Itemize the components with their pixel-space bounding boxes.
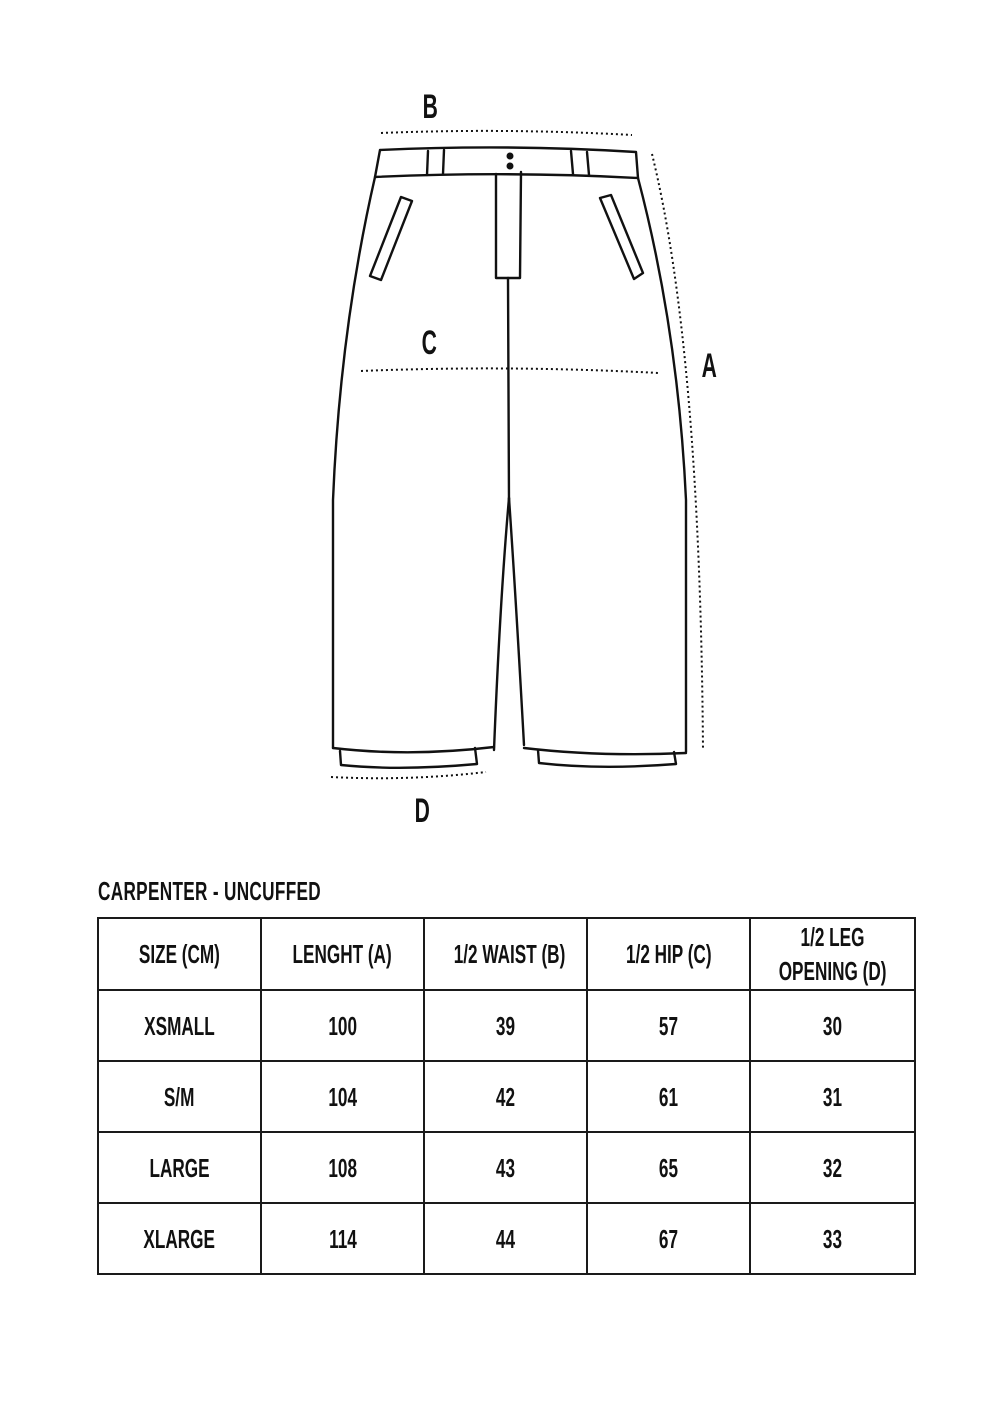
waist-measure-line [381, 131, 632, 135]
cell-waist: 42 [424, 1061, 587, 1132]
hip-measure-line [361, 368, 659, 373]
header-length: LENGHT (A) [261, 918, 424, 990]
leg-opening-measure-line [331, 772, 486, 778]
cell-size: S/M [98, 1061, 261, 1132]
fly [496, 172, 521, 278]
cell-leg-opening: 32 [750, 1132, 915, 1203]
header-leg-opening: 1/2 LEG OPENING (D) [750, 918, 915, 990]
table-row [98, 1132, 915, 1203]
cell-size: XSMALL [98, 990, 261, 1061]
dimension-label-c: C [421, 324, 437, 362]
cell-length: 100 [261, 990, 424, 1061]
table-row [98, 1061, 915, 1132]
cell-size: XLARGE [98, 1203, 261, 1274]
table-row [98, 990, 915, 1061]
table-header-row [98, 918, 915, 990]
waistband [375, 147, 638, 178]
cell-hip: 57 [587, 990, 750, 1061]
size-chart-title: CARPENTER - UNCUFFED [98, 876, 322, 906]
header-size: SIZE (CM) [98, 918, 261, 990]
cell-hip: 65 [587, 1132, 750, 1203]
dimension-label-a: A [701, 347, 717, 385]
cell-size: LARGE [98, 1132, 261, 1203]
cell-waist: 44 [424, 1203, 587, 1274]
length-measure-line [652, 154, 703, 750]
cell-waist: 43 [424, 1132, 587, 1203]
cell-leg-opening: 33 [750, 1203, 915, 1274]
table-row [98, 1203, 915, 1274]
cell-length: 104 [261, 1061, 424, 1132]
right-pocket [600, 195, 643, 279]
header-waist: 1/2 WAIST (B) [424, 918, 587, 990]
dimension-label-b: B [422, 88, 438, 126]
cell-leg-opening: 31 [750, 1061, 915, 1132]
cell-leg-opening: 30 [750, 990, 915, 1061]
left-pocket [370, 197, 412, 280]
cell-hip: 61 [587, 1061, 750, 1132]
cell-length: 114 [261, 1203, 424, 1274]
header-hip: 1/2 HIP (C) [587, 918, 750, 990]
dimension-label-d: D [414, 792, 430, 830]
cell-waist: 39 [424, 990, 587, 1061]
size-chart-table [97, 917, 916, 1275]
cell-length: 108 [261, 1132, 424, 1203]
cell-hip: 67 [587, 1203, 750, 1274]
